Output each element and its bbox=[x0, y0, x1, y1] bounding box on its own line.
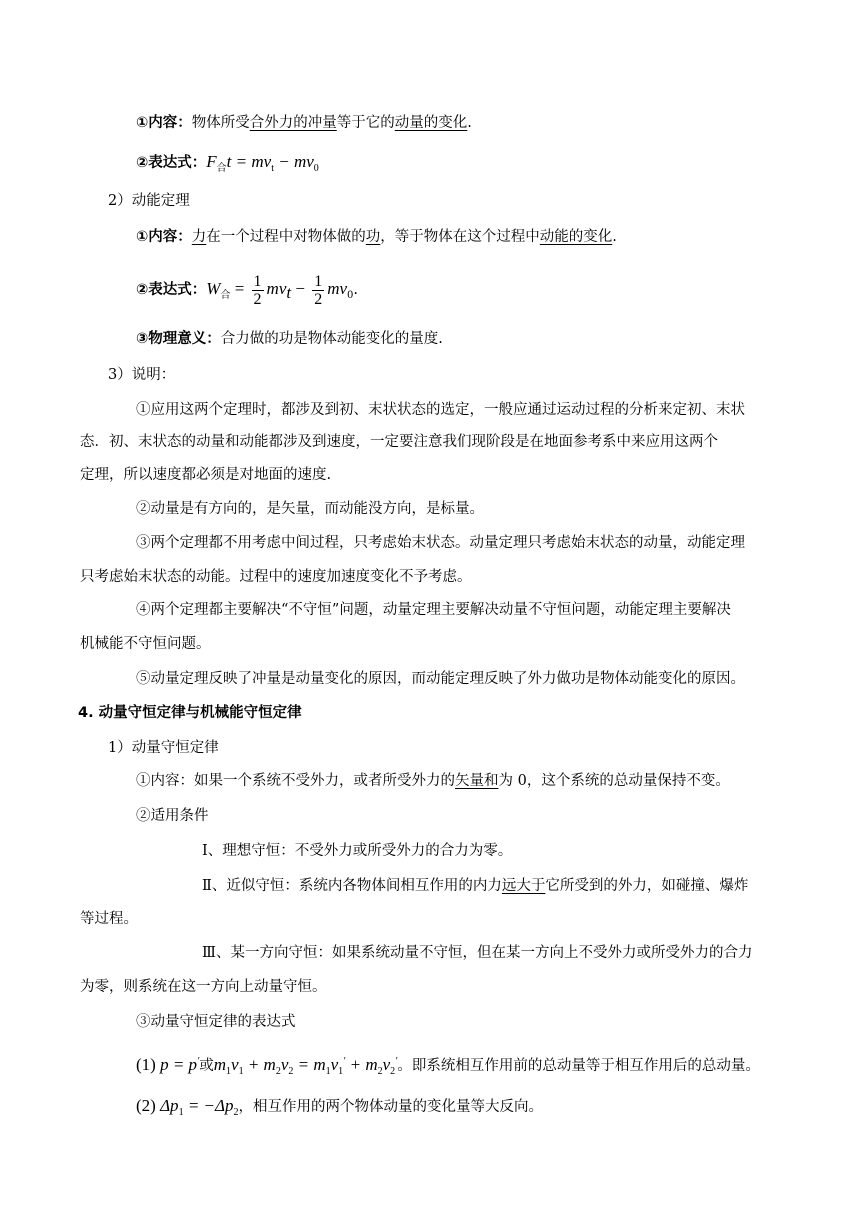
momentum-content-line bbox=[136, 113, 472, 133]
formula-mv2-sub: 0 bbox=[347, 290, 354, 301]
conservation-content-vector-sum: 矢量和 bbox=[455, 773, 499, 789]
e1-text: 。即系统相互作用前的总动量等于相互作用后的总动量。 bbox=[397, 1058, 760, 1074]
kinetic-expr-label: ②表达式： bbox=[136, 282, 207, 298]
cond2-post: 它所受到的外力，如碰撞、爆炸 bbox=[545, 878, 749, 894]
formula-eq: = bbox=[230, 279, 249, 298]
expression-2 bbox=[136, 1096, 543, 1123]
meaning-text: 合力做的功是物体动能变化的量度. bbox=[220, 331, 443, 347]
note3-line1: ③两个定理都不用考虑中间过程，只考虑始末状态。动量定理只考虑始末状态的动量，动能定理 bbox=[136, 535, 745, 551]
formula-W: W bbox=[206, 279, 221, 298]
cond2-much-greater: 远大于 bbox=[501, 878, 546, 894]
condition-approx-line1 bbox=[202, 876, 748, 896]
momentum-content-impulse: 合外力的冲量 bbox=[249, 115, 337, 131]
conditions-heading: ②适用条件 bbox=[136, 808, 209, 824]
formula-sub-0: 0 bbox=[313, 163, 319, 174]
formula-sub-t: t bbox=[271, 163, 274, 174]
momentum-expr-label: ②表达式： bbox=[136, 155, 207, 171]
formula-rest: t = mv bbox=[226, 152, 272, 171]
fraction-half-1 bbox=[252, 273, 264, 308]
conservation-content-post: 为 0，这个系统的总动量保持不变。 bbox=[498, 773, 730, 789]
kinetic-mid2: ，等于物体在这个过程中 bbox=[380, 229, 540, 245]
frac1-den: 2 bbox=[253, 290, 262, 308]
formula-minus2: − bbox=[291, 279, 310, 298]
conservation-content-pre: ①内容：如果一个系统不受外力，或者所受外力的 bbox=[136, 773, 455, 789]
kinetic-end: . bbox=[612, 229, 617, 245]
momentum-content-end: . bbox=[467, 115, 472, 131]
kinetic-content-line bbox=[136, 227, 617, 247]
kinetic-mid1: 在一个过程中对物体做的 bbox=[206, 229, 366, 245]
formula-mv1: mv bbox=[266, 279, 287, 298]
formula-end: . bbox=[353, 282, 359, 298]
note4-line2: 机械能不守恒问题。 bbox=[80, 636, 211, 652]
kinetic-expression-line bbox=[136, 269, 358, 316]
e1-num: (1) bbox=[136, 1055, 161, 1074]
kinetic-u-change: 动能的变化 bbox=[539, 229, 613, 245]
kinetic-heading: 2）动能定理 bbox=[108, 193, 190, 209]
formula-F: F bbox=[206, 152, 217, 171]
momentum-content-label: ①内容： bbox=[136, 115, 192, 131]
e1-or: 或 bbox=[199, 1058, 214, 1074]
formula-mv2: mv bbox=[327, 279, 348, 298]
expressions-heading: ③动量守恒定律的表达式 bbox=[136, 1014, 296, 1030]
e2-formula: $\Delta p_1 = -\Delta p_2$ bbox=[160, 1096, 239, 1118]
momentum-content-mid: 等于它的 bbox=[336, 115, 395, 131]
momentum-expression-line bbox=[136, 152, 319, 179]
condition-approx-line2: 等过程。 bbox=[80, 911, 138, 927]
meaning-label: ③物理意义： bbox=[136, 331, 221, 347]
cond2-pre: Ⅱ、近似守恒：系统内各物体间相互作用的内力 bbox=[202, 878, 502, 894]
momentum-formula bbox=[206, 152, 319, 174]
kinetic-u-force: 力 bbox=[191, 229, 207, 245]
kinetic-u-work: 功 bbox=[365, 229, 381, 245]
fraction-half-2 bbox=[312, 273, 324, 308]
momentum-content-change: 动量的变化 bbox=[394, 115, 468, 131]
formula-mv1-sub: t bbox=[286, 283, 292, 302]
notes-heading: 3）说明： bbox=[108, 367, 176, 383]
formula-W-sub: 合 bbox=[220, 290, 231, 301]
momentum-content-pre: 物体所受 bbox=[191, 115, 250, 131]
condition-direction-line2: 为零，则系统在这一方向上动量守恒。 bbox=[80, 979, 327, 995]
e2-num: (2) bbox=[136, 1096, 161, 1115]
note1-line2: 态．初、末状态的动量和动能都涉及到速度，一定要注意我们现阶段是在地面参考系中来应用这两个 bbox=[80, 434, 718, 450]
formula-sub-he: 合 bbox=[216, 163, 227, 174]
kinetic-meaning-line bbox=[136, 329, 443, 349]
section4-title: 4. 动量守恒定律与机械能守恒定律 bbox=[78, 705, 302, 721]
frac1-num: 1 bbox=[253, 272, 262, 290]
note5: ⑤动量定理反映了冲量是动量变化的原因，而动能定理反映了外力做功是物体动能变化的原因。 bbox=[136, 671, 745, 687]
section4-sub1: 1）动量守恒定律 bbox=[108, 740, 219, 756]
frac2-den: 2 bbox=[314, 290, 323, 308]
note3-line2: 只考虑始末状态的动能。过程中的速度加速度变化不予考虑。 bbox=[80, 569, 472, 585]
kinetic-content-label: ①内容： bbox=[136, 229, 192, 245]
note1-line3: 定理，所以速度都必须是对地面的速度. bbox=[80, 467, 332, 483]
note4-line1: ④两个定理都主要解决“不守恒”问题，动量定理主要解决动量不守恒问题，动能定理主要解决 bbox=[136, 602, 731, 618]
note2: ②动量是有方向的，是矢量，而动能没方向，是标量。 bbox=[136, 501, 484, 517]
conservation-content bbox=[136, 771, 730, 791]
condition-ideal: Ⅰ、理想守恒：不受外力或所受外力的合力为零。 bbox=[202, 843, 513, 859]
formula-minus: − mv bbox=[273, 152, 314, 171]
e1-formula-b: $m_1v_1 + m_2v_2 = m_1v_1' + m_2v_2'$ bbox=[213, 1055, 398, 1077]
note1-line1: ①应用这两个定理时，都涉及到初、末状状态的选定，一般应通过运动过程的分析来定初、末状 bbox=[136, 402, 745, 418]
condition-direction-line1: Ⅲ、某一方向守恒：如果系统动量不守恒，但在某一方向上不受外力或所受外力的合力 bbox=[202, 945, 753, 961]
e2-text: ，相互作用的两个物体动量的变化量等大反向。 bbox=[238, 1099, 543, 1115]
expression-1 bbox=[136, 1052, 760, 1082]
e1-formula-a: p = p′ bbox=[160, 1055, 200, 1074]
frac2-num: 1 bbox=[314, 272, 323, 290]
